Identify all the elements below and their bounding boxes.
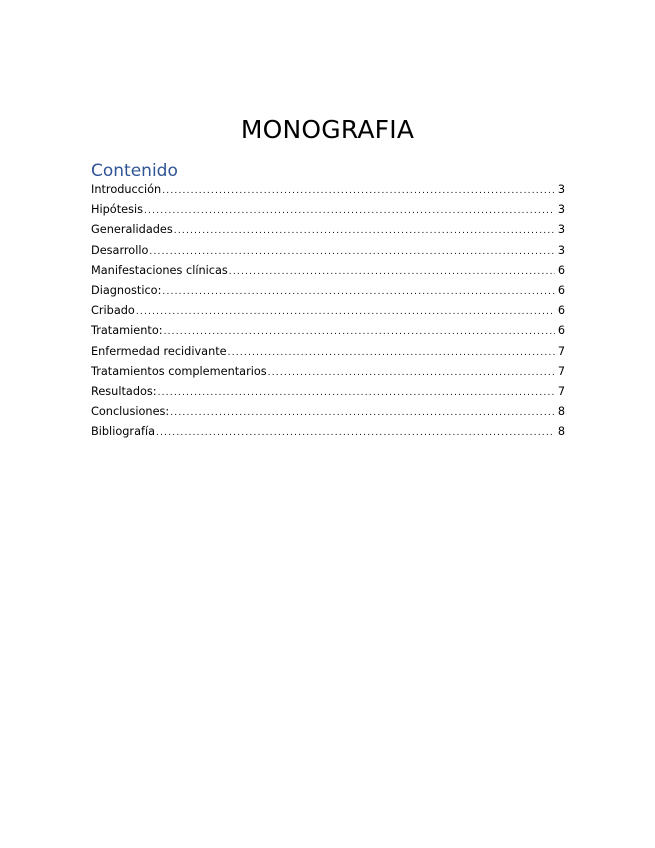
toc-entry-page: 7 [557, 364, 565, 378]
toc-dot-leader [164, 322, 555, 341]
toc-entry-tratamiento[interactable] [91, 321, 565, 341]
toc-entry-label: Tratamiento: [91, 324, 163, 338]
toc-entry-label: Diagnostico: [91, 283, 162, 297]
toc-entry-bibliografia[interactable] [91, 422, 565, 442]
toc-heading: Contenido [91, 161, 178, 181]
toc-entry-page: 6 [557, 263, 565, 277]
document-title: MONOGRAFIA [240, 115, 415, 144]
toc-entry-desarrollo[interactable] [91, 241, 565, 261]
toc-dot-leader [229, 262, 555, 281]
toc-entry-label: Desarrollo [91, 243, 149, 257]
toc-entry-page: 3 [557, 223, 565, 237]
toc-entry-label: Generalidades [91, 223, 173, 237]
toc-entry-page: 7 [557, 344, 565, 358]
toc-dot-leader [144, 201, 555, 220]
toc-entry-conclusiones[interactable] [91, 402, 565, 422]
toc-dot-leader [268, 363, 555, 382]
toc-entry-page: 3 [557, 183, 565, 196]
toc-dot-leader [228, 343, 555, 362]
toc-entry-introduccion[interactable] [91, 180, 565, 200]
table-of-contents [91, 180, 565, 442]
toc-entry-page: 6 [557, 283, 565, 297]
toc-dot-leader [136, 302, 555, 321]
toc-entry-label: Enfermedad recidivante [91, 344, 227, 358]
toc-entry-label: Hipótesis [91, 203, 144, 217]
toc-dot-leader [156, 423, 555, 442]
toc-entry-page: 7 [557, 384, 565, 398]
toc-entry-label: Resultados: [91, 384, 157, 398]
toc-dot-leader [174, 221, 555, 240]
toc-dot-leader [149, 242, 554, 261]
toc-entry-resultados[interactable] [91, 382, 565, 402]
toc-dot-leader [162, 282, 554, 301]
toc-entry-page: 3 [557, 243, 565, 257]
toc-entry-page: 6 [557, 304, 565, 318]
toc-entry-hipotesis[interactable] [91, 200, 565, 220]
toc-entry-page: 6 [557, 324, 565, 338]
toc-entry-label: Cribado [91, 304, 135, 318]
toc-entry-label: Introducción [91, 183, 162, 196]
toc-entry-cribado[interactable] [91, 301, 565, 321]
toc-entry-generalidades[interactable] [91, 220, 565, 240]
toc-entry-page: 3 [557, 203, 565, 217]
toc-dot-leader [158, 383, 555, 402]
toc-entry-page: 8 [557, 425, 565, 439]
toc-entry-page: 8 [557, 405, 565, 419]
toc-entry-label: Conclusiones: [91, 405, 170, 419]
toc-entry-enfermedad-recidivante[interactable] [91, 342, 565, 362]
toc-entry-label: Bibliografía [91, 425, 156, 439]
toc-entry-tratamientos-complementarios[interactable] [91, 362, 565, 382]
toc-dot-leader [170, 403, 555, 422]
toc-entry-label: Tratamientos complementarios [91, 364, 267, 378]
toc-entry-diagnostico[interactable] [91, 281, 565, 301]
toc-entry-label: Manifestaciones clínicas [91, 263, 228, 277]
toc-entry-manifestaciones-clinicas[interactable] [91, 261, 565, 281]
toc-dot-leader [162, 181, 555, 200]
